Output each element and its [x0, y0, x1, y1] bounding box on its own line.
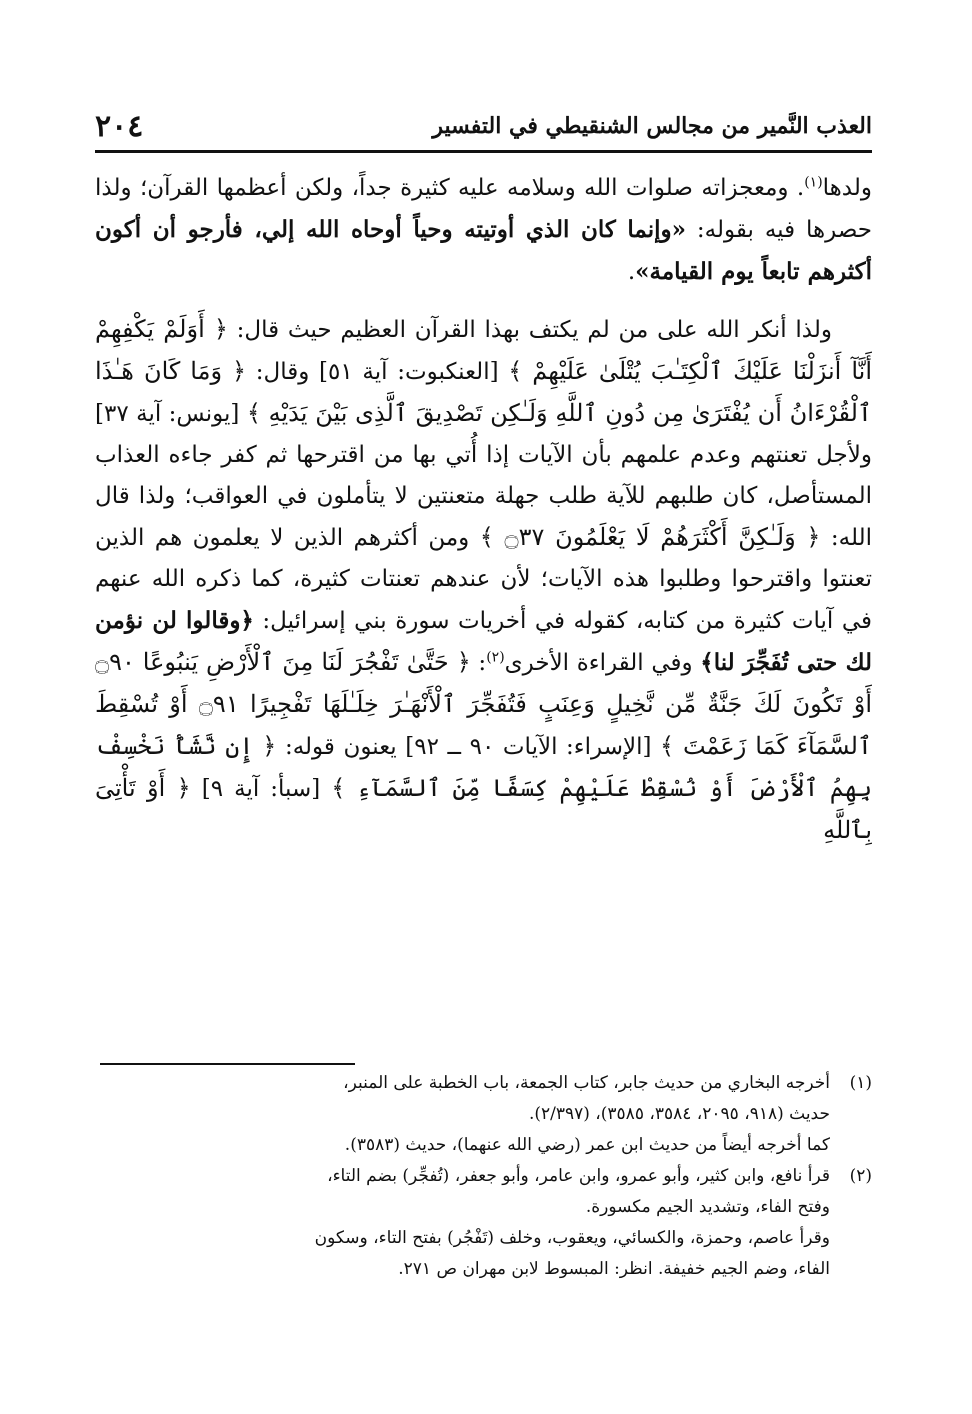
footnote-line: وقرأ عاصم، وحمزة، والكسائي، ويعقوب، وخلف (تَفْجُر) بفتح التاء، وسكون [314, 1228, 830, 1248]
footnote-line: وفتح الفاء، وتشديد الجيم مكسورة. [585, 1197, 830, 1217]
quran-verse: ﴿ وَمَا كَانَ هَـٰذَا ٱلْقُرْءَانُ أَن يُفْتَرَىٰ مِن دُونِ ٱللَّهِ وَلَـٰكِن تَصْدِيقَ ٱلَّذِى بَيْنَ يَدَيْهِ ﴾ [95, 357, 872, 427]
footnote-separator [100, 1063, 355, 1065]
footnote-ref-1: (١) [804, 174, 823, 191]
footnote-1-extra [100, 1130, 872, 1161]
quran-verse: ﴿ أَوْ تَأْتِىَ بِٱللَّهِ [95, 774, 872, 844]
footnote-ref-2: (٢) [486, 649, 505, 666]
footnotes [100, 1068, 872, 1368]
footnote-line: الفاء، وضم الجيم خفيفة. انظر: المبسوط لابن مهران ص ٢٧١. [398, 1259, 830, 1279]
footnote-2-extra [100, 1223, 872, 1285]
page-number: ٢٠٤ [95, 108, 144, 144]
text-run: [يونس: آية ٣٧] ولأجل تعنتهم وعدم علمهم بأن الآيات إذا أُتي بها من اقترحها ثم كفر جاءه العذاب المستأصل، كان طلبهم للآية طلب جهلة متعنتين لا يتأملون في العواقب؛ ولذا قال الله: [95, 401, 872, 551]
footnote-2 [100, 1161, 872, 1223]
text-run: [الإسراء: الآيات ٩٠ ــ ٩٢] يعنون قوله: [276, 734, 661, 760]
footnote-line: حديث (٩١٨، ٢٠٩٥، ٣٥٨٤، ٣٥٨٥)، (٢/٣٩٧). [528, 1104, 830, 1124]
footnote-line: كما أخرجه أيضاً من حديث ابن عمر (رضي الله عنهما)، حديث (٣٥٨٣). [344, 1135, 830, 1155]
quran-verse: ﴿ إِن نَّشَأْ نَخْسِفْ بِهِمُ ٱلْأَرْضَ أَوْ نُسْقِطْ عَلَيْهِمْ كِسَفًا مِّنَ ٱلسَّمَآءِ ﴾ [95, 732, 872, 802]
text-run: ولدها [822, 175, 872, 201]
footnote-marker: (١) [849, 1073, 872, 1093]
quran-verse: ﴿ وَلَـٰكِنَّ أَكْثَرَهُمْ لَا يَعْلَمُونَ ۝٣٧ ﴾ [479, 523, 821, 551]
page-header [95, 104, 872, 148]
text-run: ومن أكثرهم الذين لا يعلمون هم الذين تعنتوا واقترحوا وطلبوا هذه الآيات؛ لأن عندهم تعنتات كثيرة، كما ذكره الله عنهم في آيات كثيرة من كتابه، كقوله في أخريات سورة بني إسرائيل: [95, 525, 872, 634]
text-run: : [470, 650, 487, 676]
footnote-content [100, 1068, 830, 1130]
book-title: العذب النَّمير من مجالس الشنقيطي في التفسير [432, 113, 872, 139]
paragraph-1 [95, 168, 872, 293]
quran-verse-plain: ﴿وقالوا لن نؤمن لك حتى تُفَجِّرَ لنا﴾ [95, 607, 872, 676]
text-run: [سبأ: آية ٩] [190, 776, 332, 802]
text-run: . [627, 259, 636, 285]
paragraph-2 [95, 309, 872, 852]
text-run: وفي القراءة الأخرى [504, 650, 701, 676]
header-rule [95, 150, 872, 153]
text-run: ولذا أنكر الله على من لم يكتف بهذا القرآن العظيم حيث قال: [227, 317, 832, 343]
quran-verse: ﴿ أَوَلَمْ يَكْفِهِمْ أَنَّآ أَنزَلْنَا عَلَيْكَ ٱلْكِتَـٰبَ يُتْلَىٰ عَلَيْهِمْ ﴾ [95, 315, 872, 385]
footnote-line: قرأ نافع، وابن كثير، وأبو عمرو، وابن عامر، وأبو جعفر، (تُفجِّر) بضم التاء، [327, 1166, 830, 1186]
quran-verse: ﴿ حَتَّىٰ تَفْجُرَ لَنَا مِنَ ٱلْأَرْضِ يَنبُوعًا ۝٩٠ أَوْ تَكُونَ لَكَ جَنَّةٌ مِّن نَّخِيلٍ وَعِنَبٍ فَتُفَجِّرَ ٱلْأَنْهَـٰرَ خِلَـٰلَهَا تَفْجِيرًا ۝٩١ أَوْ تُسْقِطَ ٱلسَّمَآءَ كَمَا زَعَمْتَ ﴾ [95, 648, 872, 760]
text-run: [العنكبوت: آية ٥١] وقال: [246, 359, 509, 385]
footnote-line: أخرجه البخاري من حديث جابر، كتاب الجمعة، باب الخطبة على المنبر، [343, 1073, 830, 1093]
footnote-1 [100, 1068, 872, 1130]
hadith-quote: «وإنما كان الذي أوتيته وحياً أوحاه الله إلي، فأرجو أن أكون أكثرهم تابعاً يوم القيامة» [95, 216, 872, 285]
footnote-marker: (٢) [849, 1166, 872, 1186]
footnote-content [100, 1161, 830, 1223]
text-run: . ومعجزاته صلوات الله وسلامه عليه كثيرة جداً، ولكن أعظمها القرآن؛ ولذا حصرها فيه بقوله: [95, 175, 872, 243]
main-text [95, 168, 872, 1048]
